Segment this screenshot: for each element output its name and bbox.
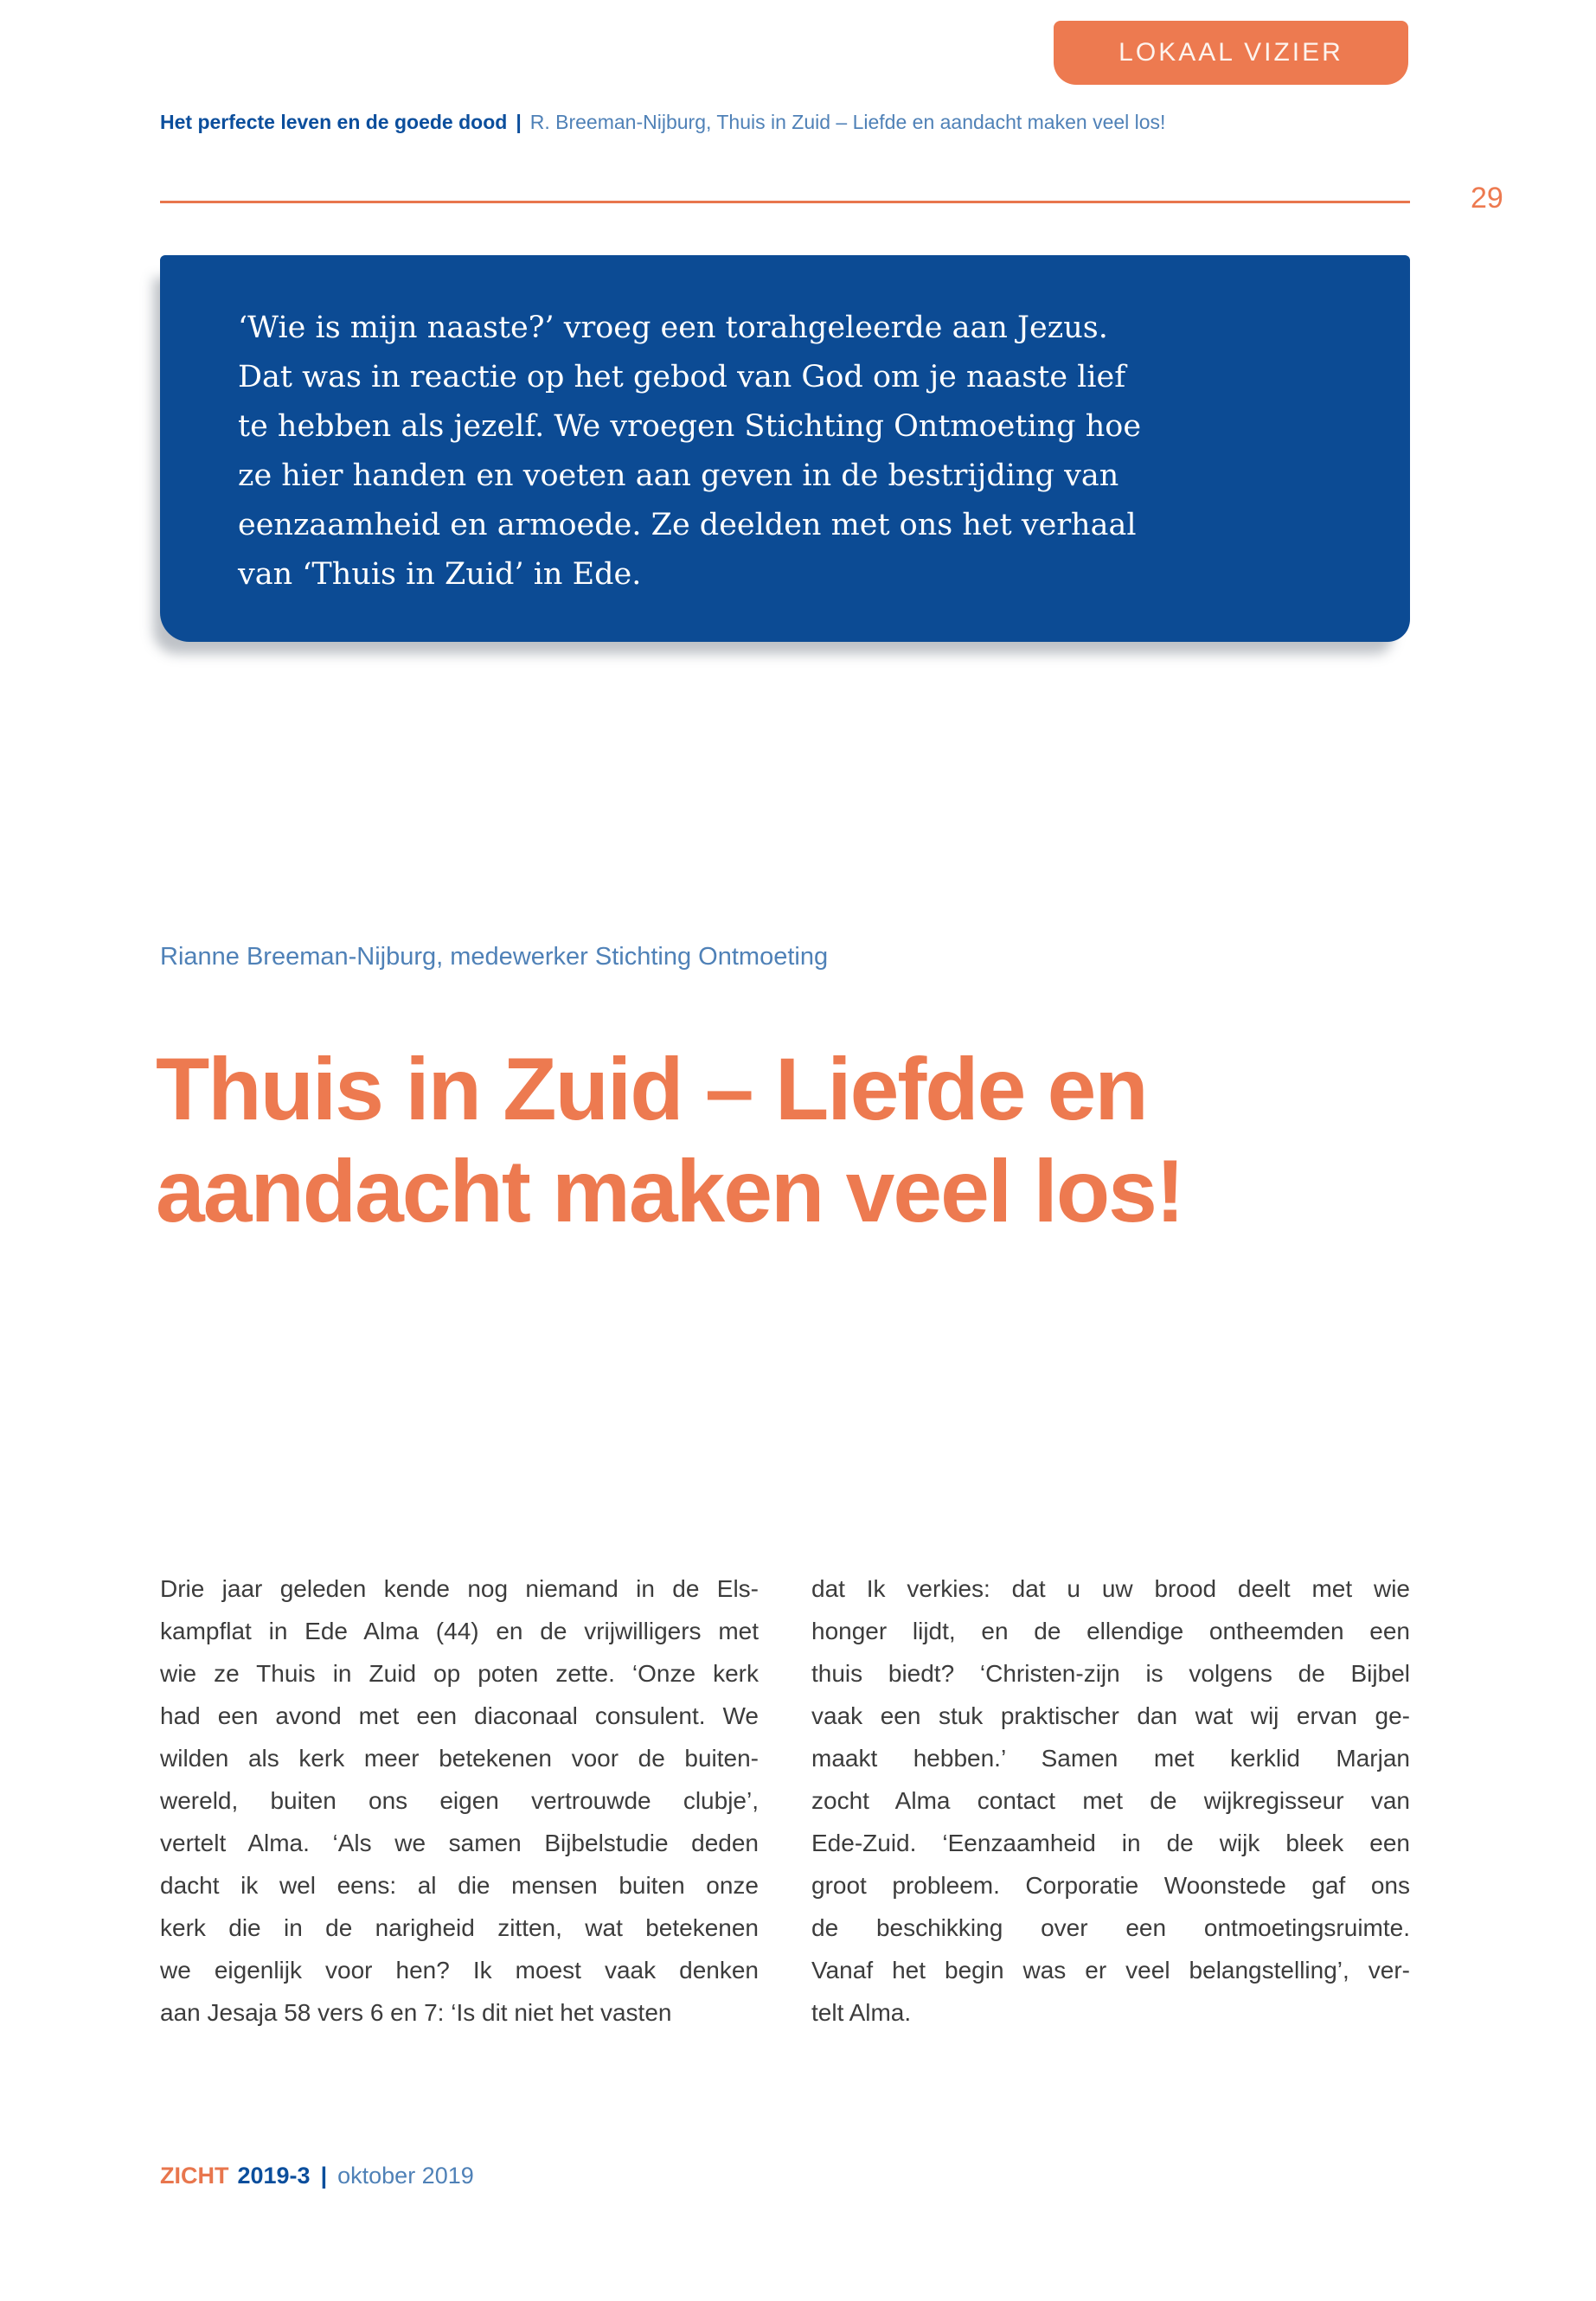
- text-line: thuis biedt? ‘Christen-zijn is volgens de Bijbel: [811, 1660, 1410, 1687]
- section-badge: [1054, 21, 1408, 85]
- text-line: dat Ik verkies: dat u uw brood deelt met wie: [811, 1575, 1410, 1602]
- text-line: wereld, buiten ons eigen vertrouwde clubje’,: [160, 1787, 759, 1814]
- footer-magazine-name: ZICHT: [160, 2163, 229, 2189]
- text-line: Drie jaar geleden kende nog niemand in de Els-: [160, 1575, 759, 1602]
- text-line: groot probleem. Corporatie Woonstede gaf ons: [811, 1872, 1410, 1899]
- text-line: ‘Wie is mijn naaste?’ vroeg een torahgeleerde aan Jezus.: [238, 311, 1108, 345]
- text-line: vaak een stuk praktischer dan wat wij ervan ge-: [811, 1702, 1410, 1729]
- text-line: Ede-Zuid. ‘Eenzaamheid in de wijk bleek een: [811, 1830, 1410, 1856]
- article-column-left: [160, 1567, 759, 2034]
- text-line: Vanaf het begin was er veel belangstelling’, ver-: [811, 1957, 1410, 1984]
- text-line: wilden als kerk meer betekenen voor de buiten-: [160, 1745, 759, 1772]
- intro-quote-panel: [160, 255, 1410, 642]
- text-line: kerk die in de narigheid zitten, wat betekenen: [160, 1914, 759, 1941]
- article-title-line-2: aandacht maken veel los!: [156, 1142, 1183, 1240]
- text-line: we eigenlijk voor hen? Ik moest vaak denken: [160, 1957, 759, 1984]
- page-footer: [160, 2163, 474, 2189]
- header-rule: [160, 201, 1410, 203]
- text-line: Dat was in reactie op het gebod van God om je naaste lief: [238, 360, 1126, 394]
- page-number: 29: [1471, 182, 1503, 215]
- text-line: wie ze Thuis in Zuid op poten zette. ‘Onze kerk: [160, 1660, 759, 1687]
- text-line: te hebben als jezelf. We vroegen Stichting Ontmoeting hoe: [238, 409, 1142, 444]
- text-line: kampflat in Ede Alma (44) en de vrijwilligers met: [160, 1618, 759, 1644]
- footer-issue: 2019-3: [237, 2163, 311, 2189]
- text-line: eenzaamheid en armoede. Ze deelden met ons het verhaal: [238, 508, 1137, 542]
- text-line: aan Jesaja 58 vers 6 en 7: ‘Is dit niet het vasten: [160, 1999, 672, 2026]
- running-header-theme: Het perfecte leven en de goede dood: [160, 111, 508, 133]
- article-column-right: [811, 1567, 1410, 2034]
- section-badge-label: LOKAAL VIZIER: [1118, 38, 1343, 67]
- article-title: [156, 1038, 1453, 1242]
- running-header-separator: |: [516, 111, 522, 133]
- text-line: dacht ik wel eens: al die mensen buiten onze: [160, 1872, 759, 1899]
- text-line: van ‘Thuis in Zuid’ in Ede.: [238, 557, 642, 592]
- article-title-line-1: Thuis in Zuid – Liefde en: [156, 1040, 1147, 1138]
- text-line: telt Alma.: [811, 1999, 912, 2026]
- text-line: had een avond met een diaconaal consulent. We: [160, 1702, 759, 1729]
- text-line: maakt hebben.’ Samen met kerklid Marjan: [811, 1745, 1410, 1772]
- article-body: [160, 1567, 1410, 2034]
- running-header-article: R. Breeman-Nijburg, Thuis in Zuid – Liefde en aandacht maken veel los!: [529, 111, 1166, 133]
- text-line: zocht Alma contact met de wijkregisseur van: [811, 1787, 1410, 1814]
- text-line: de beschikking over een ontmoetingsruimte.: [811, 1914, 1410, 1941]
- running-header: [160, 111, 1410, 134]
- text-line: honger lijdt, en de ellendige ontheemden een: [811, 1618, 1410, 1644]
- footer-date: oktober 2019: [337, 2163, 474, 2189]
- text-line: vertelt Alma. ‘Als we samen Bijbelstudie deden: [160, 1830, 759, 1856]
- byline: Rianne Breeman-Nijburg, medewerker Stichting Ontmoeting: [160, 943, 829, 971]
- footer-separator: |: [320, 2163, 328, 2189]
- text-line: ze hier handen en voeten aan geven in de bestrijding van: [238, 458, 1119, 493]
